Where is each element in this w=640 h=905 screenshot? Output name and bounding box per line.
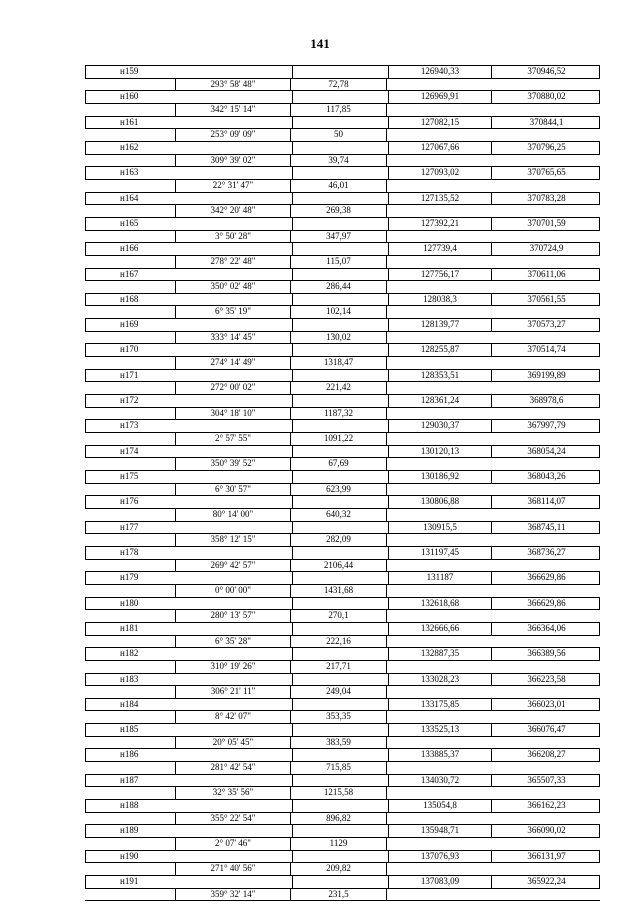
coord-x: 133175,85 (388, 699, 491, 711)
point-row (85, 91, 600, 104)
point-name: н175 (120, 471, 139, 481)
coord-x: 127739,4 (388, 243, 491, 255)
coord-y: 366223,58 (491, 674, 601, 686)
empty-cell (292, 699, 388, 711)
empty-cell (292, 749, 388, 761)
segment-row (85, 610, 600, 623)
point-row (85, 522, 600, 535)
segment-row (85, 509, 600, 522)
bearing-angle: 6° 30' 57" (175, 484, 291, 496)
bearing-angle: 280° 13' 57" (175, 610, 291, 622)
segment-length: 269,38 (291, 205, 387, 217)
coord-x: 132887,35 (388, 648, 491, 660)
bearing-angle: 278° 22' 48" (175, 256, 291, 268)
coord-y: 369199,89 (491, 370, 601, 382)
point-row (85, 775, 600, 788)
point-name: н177 (120, 521, 139, 532)
bearing-angle: 2° 07' 46" (175, 838, 291, 850)
coord-x: 135948,71 (388, 825, 491, 837)
segment-length: 50 (291, 129, 387, 141)
coord-y: 366629,86 (491, 572, 601, 584)
segment-length: 1187,32 (291, 408, 387, 420)
empty-cell (292, 142, 388, 154)
point-row (85, 142, 600, 155)
coord-y: 370880,02 (491, 91, 601, 103)
coord-y: 370561,55 (491, 294, 601, 306)
segment-length: 67,69 (291, 458, 387, 470)
segment-length: 222,16 (291, 636, 387, 648)
coord-x: 127756,17 (388, 269, 491, 281)
point-name: н181 (120, 622, 139, 633)
empty-cell (292, 775, 388, 787)
point-row (85, 319, 600, 332)
bearing-angle: 80° 14' 00" (175, 509, 291, 521)
bearing-angle: 309° 39' 02" (175, 155, 291, 167)
point-row (85, 547, 600, 560)
empty-cell (292, 193, 388, 205)
point-name: н161 (120, 116, 139, 127)
segment-row (85, 838, 600, 851)
empty-cell (292, 370, 388, 382)
segment-length: 282,09 (291, 534, 387, 546)
segment-length: 231,5 (291, 889, 387, 901)
point-name: н162 (120, 141, 139, 152)
segment-length: 217,71 (291, 661, 387, 673)
point-name: н180 (120, 597, 139, 608)
point-row (85, 648, 600, 661)
point-row (85, 471, 600, 484)
point-name: н184 (120, 698, 139, 709)
coord-y: 370724,9 (491, 243, 601, 255)
coord-y: 370796,25 (491, 142, 601, 154)
point-name: н176 (120, 496, 139, 507)
point-name: н172 (120, 395, 139, 406)
empty-cell (292, 496, 388, 508)
coord-x: 137083,09 (388, 876, 491, 888)
coord-x: 133885,37 (388, 749, 491, 761)
bearing-angle: 269° 42' 57" (175, 560, 291, 572)
empty-cell (292, 572, 388, 584)
coord-x: 128361,24 (388, 395, 491, 407)
point-name: н168 (120, 293, 139, 304)
coord-x: 127082,15 (388, 117, 491, 129)
coord-y: 366162,23 (491, 800, 601, 812)
coord-x: 127392,21 (388, 218, 491, 230)
point-name: н173 (120, 420, 139, 431)
bearing-angle: 333° 14' 45" (175, 332, 291, 344)
coord-y: 366023,01 (491, 699, 601, 711)
point-row (85, 294, 600, 307)
point-row (85, 117, 600, 130)
segment-row (85, 256, 600, 269)
empty-cell (292, 598, 388, 610)
bearing-angle: 306° 21' 11" (175, 686, 291, 698)
segment-length: 286,44 (291, 281, 387, 293)
segment-length: 623,99 (291, 484, 387, 496)
empty-cell (292, 91, 388, 103)
empty-cell (292, 344, 388, 356)
empty-cell (292, 876, 388, 888)
bearing-angle: 274° 14' 49" (175, 357, 291, 369)
empty-cell (292, 420, 388, 432)
segment-length: 353,35 (291, 711, 387, 723)
segment-row (85, 180, 600, 193)
coord-x: 133028,23 (388, 674, 491, 686)
point-row (85, 370, 600, 383)
point-row (85, 699, 600, 712)
segment-row (85, 104, 600, 117)
coord-x: 128038,3 (388, 294, 491, 306)
page-number: 141 (310, 36, 330, 51)
coord-x: 131197,45 (388, 547, 491, 559)
segment-length: 1215,58 (291, 787, 387, 799)
segment-length: 102,14 (291, 306, 387, 318)
bearing-angle: 6° 35' 19" (175, 306, 291, 318)
point-name: н187 (120, 774, 139, 785)
coord-x: 128255,87 (388, 344, 491, 356)
point-name: н167 (120, 268, 139, 279)
coord-y: 368114,07 (491, 496, 601, 508)
point-name: н186 (120, 749, 139, 760)
coord-y: 370514,74 (491, 344, 601, 356)
segment-row (85, 636, 600, 649)
coord-x: 137076,93 (388, 851, 491, 863)
empty-cell (292, 674, 388, 686)
segment-row (85, 357, 600, 370)
point-name: н171 (120, 369, 139, 380)
point-name: н174 (120, 445, 139, 456)
point-name: н170 (120, 344, 139, 355)
coord-y: 366208,27 (491, 749, 601, 761)
segment-length: 270,1 (291, 610, 387, 622)
coord-x: 128353,51 (388, 370, 491, 382)
point-row (85, 800, 600, 813)
segment-row (85, 281, 600, 294)
segment-length: 130,02 (291, 332, 387, 344)
coord-x: 126969,91 (388, 91, 491, 103)
point-row (85, 269, 600, 282)
coord-x: 127135,52 (388, 193, 491, 205)
coord-y: 366076,47 (491, 724, 601, 736)
coord-x: 131187 (388, 572, 491, 584)
empty-cell (292, 547, 388, 559)
coord-y: 366629,86 (491, 598, 601, 610)
bearing-angle: 22° 31' 47" (175, 180, 291, 192)
coord-x: 128139,77 (388, 319, 491, 331)
coord-y: 365922,24 (491, 876, 601, 888)
segment-length: 72,78 (291, 79, 387, 91)
empty-cell (292, 218, 388, 230)
segment-length: 39,74 (291, 155, 387, 167)
bearing-angle: 342° 20' 48" (175, 205, 291, 217)
bearing-angle: 6° 35' 28" (175, 636, 291, 648)
coord-y: 365507,33 (491, 775, 601, 787)
coord-y: 368745,11 (491, 522, 601, 534)
bearing-angle: 359° 32' 14" (175, 889, 291, 901)
point-row (85, 825, 600, 838)
empty-cell (292, 243, 388, 255)
coord-x: 130186,92 (388, 471, 491, 483)
segment-row (85, 332, 600, 345)
segment-length: 209,82 (291, 863, 387, 875)
segment-length: 1431,68 (291, 585, 387, 597)
point-name: н191 (120, 876, 139, 886)
coord-y: 370844,1 (491, 117, 601, 129)
point-row (85, 876, 600, 889)
coord-y: 366389,56 (491, 648, 601, 660)
segment-length: 115,07 (291, 256, 387, 268)
point-name: н160 (120, 91, 139, 102)
bearing-angle: 253° 09' 09" (175, 129, 291, 141)
bearing-angle: 8° 42' 07" (175, 711, 291, 723)
bearing-angle: 350° 02' 48" (175, 281, 291, 293)
point-row (85, 623, 600, 636)
point-row (85, 674, 600, 687)
segment-row (85, 711, 600, 724)
segment-length: 383,59 (291, 737, 387, 749)
bearing-angle: 2° 57' 55" (175, 433, 291, 445)
segment-row (85, 787, 600, 800)
point-row (85, 167, 600, 180)
bearing-angle: 350° 39' 52" (175, 458, 291, 470)
segment-row (85, 205, 600, 218)
coord-y: 370611,06 (491, 269, 601, 281)
coord-x: 134030,72 (388, 775, 491, 787)
segment-row (85, 534, 600, 547)
segment-row (85, 231, 600, 244)
point-row (85, 496, 600, 509)
bearing-angle: 358° 12' 15" (175, 534, 291, 546)
coord-y: 370573,27 (491, 319, 601, 331)
bearing-angle: 355° 22' 54" (175, 813, 291, 825)
segment-row (85, 889, 600, 902)
segment-row (85, 306, 600, 319)
coord-x: 135054,8 (388, 800, 491, 812)
point-row (85, 395, 600, 408)
point-row (85, 344, 600, 357)
point-row (85, 193, 600, 206)
coord-y: 370765,65 (491, 167, 601, 179)
coord-y: 370946,52 (491, 66, 601, 78)
empty-cell (292, 117, 388, 129)
segment-length: 117,85 (291, 104, 387, 116)
coord-y: 368736,27 (491, 547, 601, 559)
bearing-angle: 342° 15' 14" (175, 104, 291, 116)
point-name: н178 (120, 546, 139, 557)
point-row (85, 243, 600, 256)
segment-row (85, 863, 600, 876)
point-name: н188 (120, 800, 139, 811)
empty-cell (292, 66, 388, 78)
coord-y: 368043,26 (491, 471, 601, 483)
point-name: н183 (120, 673, 139, 684)
segment-length: 896,82 (291, 813, 387, 825)
bearing-angle: 20° 05' 45" (175, 737, 291, 749)
empty-cell (292, 471, 388, 483)
point-name: н163 (120, 167, 139, 178)
point-row (85, 446, 600, 459)
point-name: н166 (120, 243, 139, 254)
empty-cell (292, 167, 388, 179)
point-name: н190 (120, 850, 139, 861)
segment-length: 347,97 (291, 231, 387, 243)
segment-length: 1318,47 (291, 357, 387, 369)
segment-length: 715,85 (291, 762, 387, 774)
empty-cell (292, 269, 388, 281)
coord-x: 129030,37 (388, 420, 491, 432)
point-name: н189 (120, 825, 139, 836)
bearing-angle: 293° 58' 48" (175, 79, 291, 91)
segment-row (85, 686, 600, 699)
coord-y: 367997,79 (491, 420, 601, 432)
segment-row (85, 737, 600, 750)
point-name: н182 (120, 648, 139, 659)
bearing-angle: 272° 00' 02" (175, 382, 291, 394)
bearing-angle: 310° 19' 26" (175, 661, 291, 673)
empty-cell (292, 446, 388, 458)
coord-x: 130120,13 (388, 446, 491, 458)
coord-y: 368054,24 (491, 446, 601, 458)
coord-y: 368978,6 (491, 395, 601, 407)
coord-y: 366364,06 (491, 623, 601, 635)
point-row (85, 724, 600, 737)
coord-x: 127067,66 (388, 142, 491, 154)
segment-row (85, 155, 600, 168)
segment-row (85, 129, 600, 142)
coord-y: 366090,02 (491, 825, 601, 837)
bearing-angle: 281° 42' 54" (175, 762, 291, 774)
coord-x: 133525,13 (388, 724, 491, 736)
bearing-angle: 271° 40' 56" (175, 863, 291, 875)
point-name: н159 (120, 66, 139, 76)
segment-row (85, 762, 600, 775)
coord-y: 370783,28 (491, 193, 601, 205)
segment-length: 1091,22 (291, 433, 387, 445)
point-name: н179 (120, 572, 139, 583)
coord-x: 127093,02 (388, 167, 491, 179)
bearing-angle: 0° 00' 00" (175, 585, 291, 597)
point-row (85, 851, 600, 864)
empty-cell (292, 724, 388, 736)
segment-length: 46,01 (291, 180, 387, 192)
segment-row (85, 382, 600, 395)
segment-row (85, 661, 600, 674)
empty-cell (292, 319, 388, 331)
survey-coordinates-table (85, 65, 600, 901)
segment-row (85, 79, 600, 92)
bearing-angle: 32° 35' 56" (175, 787, 291, 799)
empty-cell (292, 851, 388, 863)
empty-cell (292, 294, 388, 306)
segment-row (85, 813, 600, 826)
point-row (85, 65, 600, 79)
segment-length: 249,04 (291, 686, 387, 698)
coord-x: 132666,66 (388, 623, 491, 635)
point-row (85, 598, 600, 611)
coord-x: 132618,68 (388, 598, 491, 610)
point-row (85, 749, 600, 762)
segment-row (85, 433, 600, 446)
point-name: н185 (120, 724, 139, 735)
point-row (85, 420, 600, 433)
point-name: н165 (120, 217, 139, 228)
segment-row (85, 458, 600, 471)
empty-cell (292, 800, 388, 812)
point-row (85, 572, 600, 585)
point-name: н169 (120, 319, 139, 330)
bearing-angle: 3° 50' 28" (175, 231, 291, 243)
segment-length: 221,42 (291, 382, 387, 394)
empty-cell (292, 522, 388, 534)
segment-row (85, 585, 600, 598)
segment-length: 1129 (291, 838, 387, 850)
empty-cell (292, 648, 388, 660)
segment-length: 640,32 (291, 509, 387, 521)
point-name: н164 (120, 192, 139, 203)
coord-x: 130806,88 (388, 496, 491, 508)
coord-y: 370701,59 (491, 218, 601, 230)
bearing-angle: 304° 18' 10" (175, 408, 291, 420)
segment-row (85, 560, 600, 573)
empty-cell (292, 623, 388, 635)
segment-length: 2106,44 (291, 560, 387, 572)
segment-row (85, 408, 600, 421)
empty-cell (292, 395, 388, 407)
coord-x: 126940,33 (388, 66, 491, 78)
coord-y: 366131,97 (491, 851, 601, 863)
segment-row (85, 484, 600, 497)
empty-cell (292, 825, 388, 837)
point-row (85, 218, 600, 231)
coord-x: 130915,5 (388, 522, 491, 534)
